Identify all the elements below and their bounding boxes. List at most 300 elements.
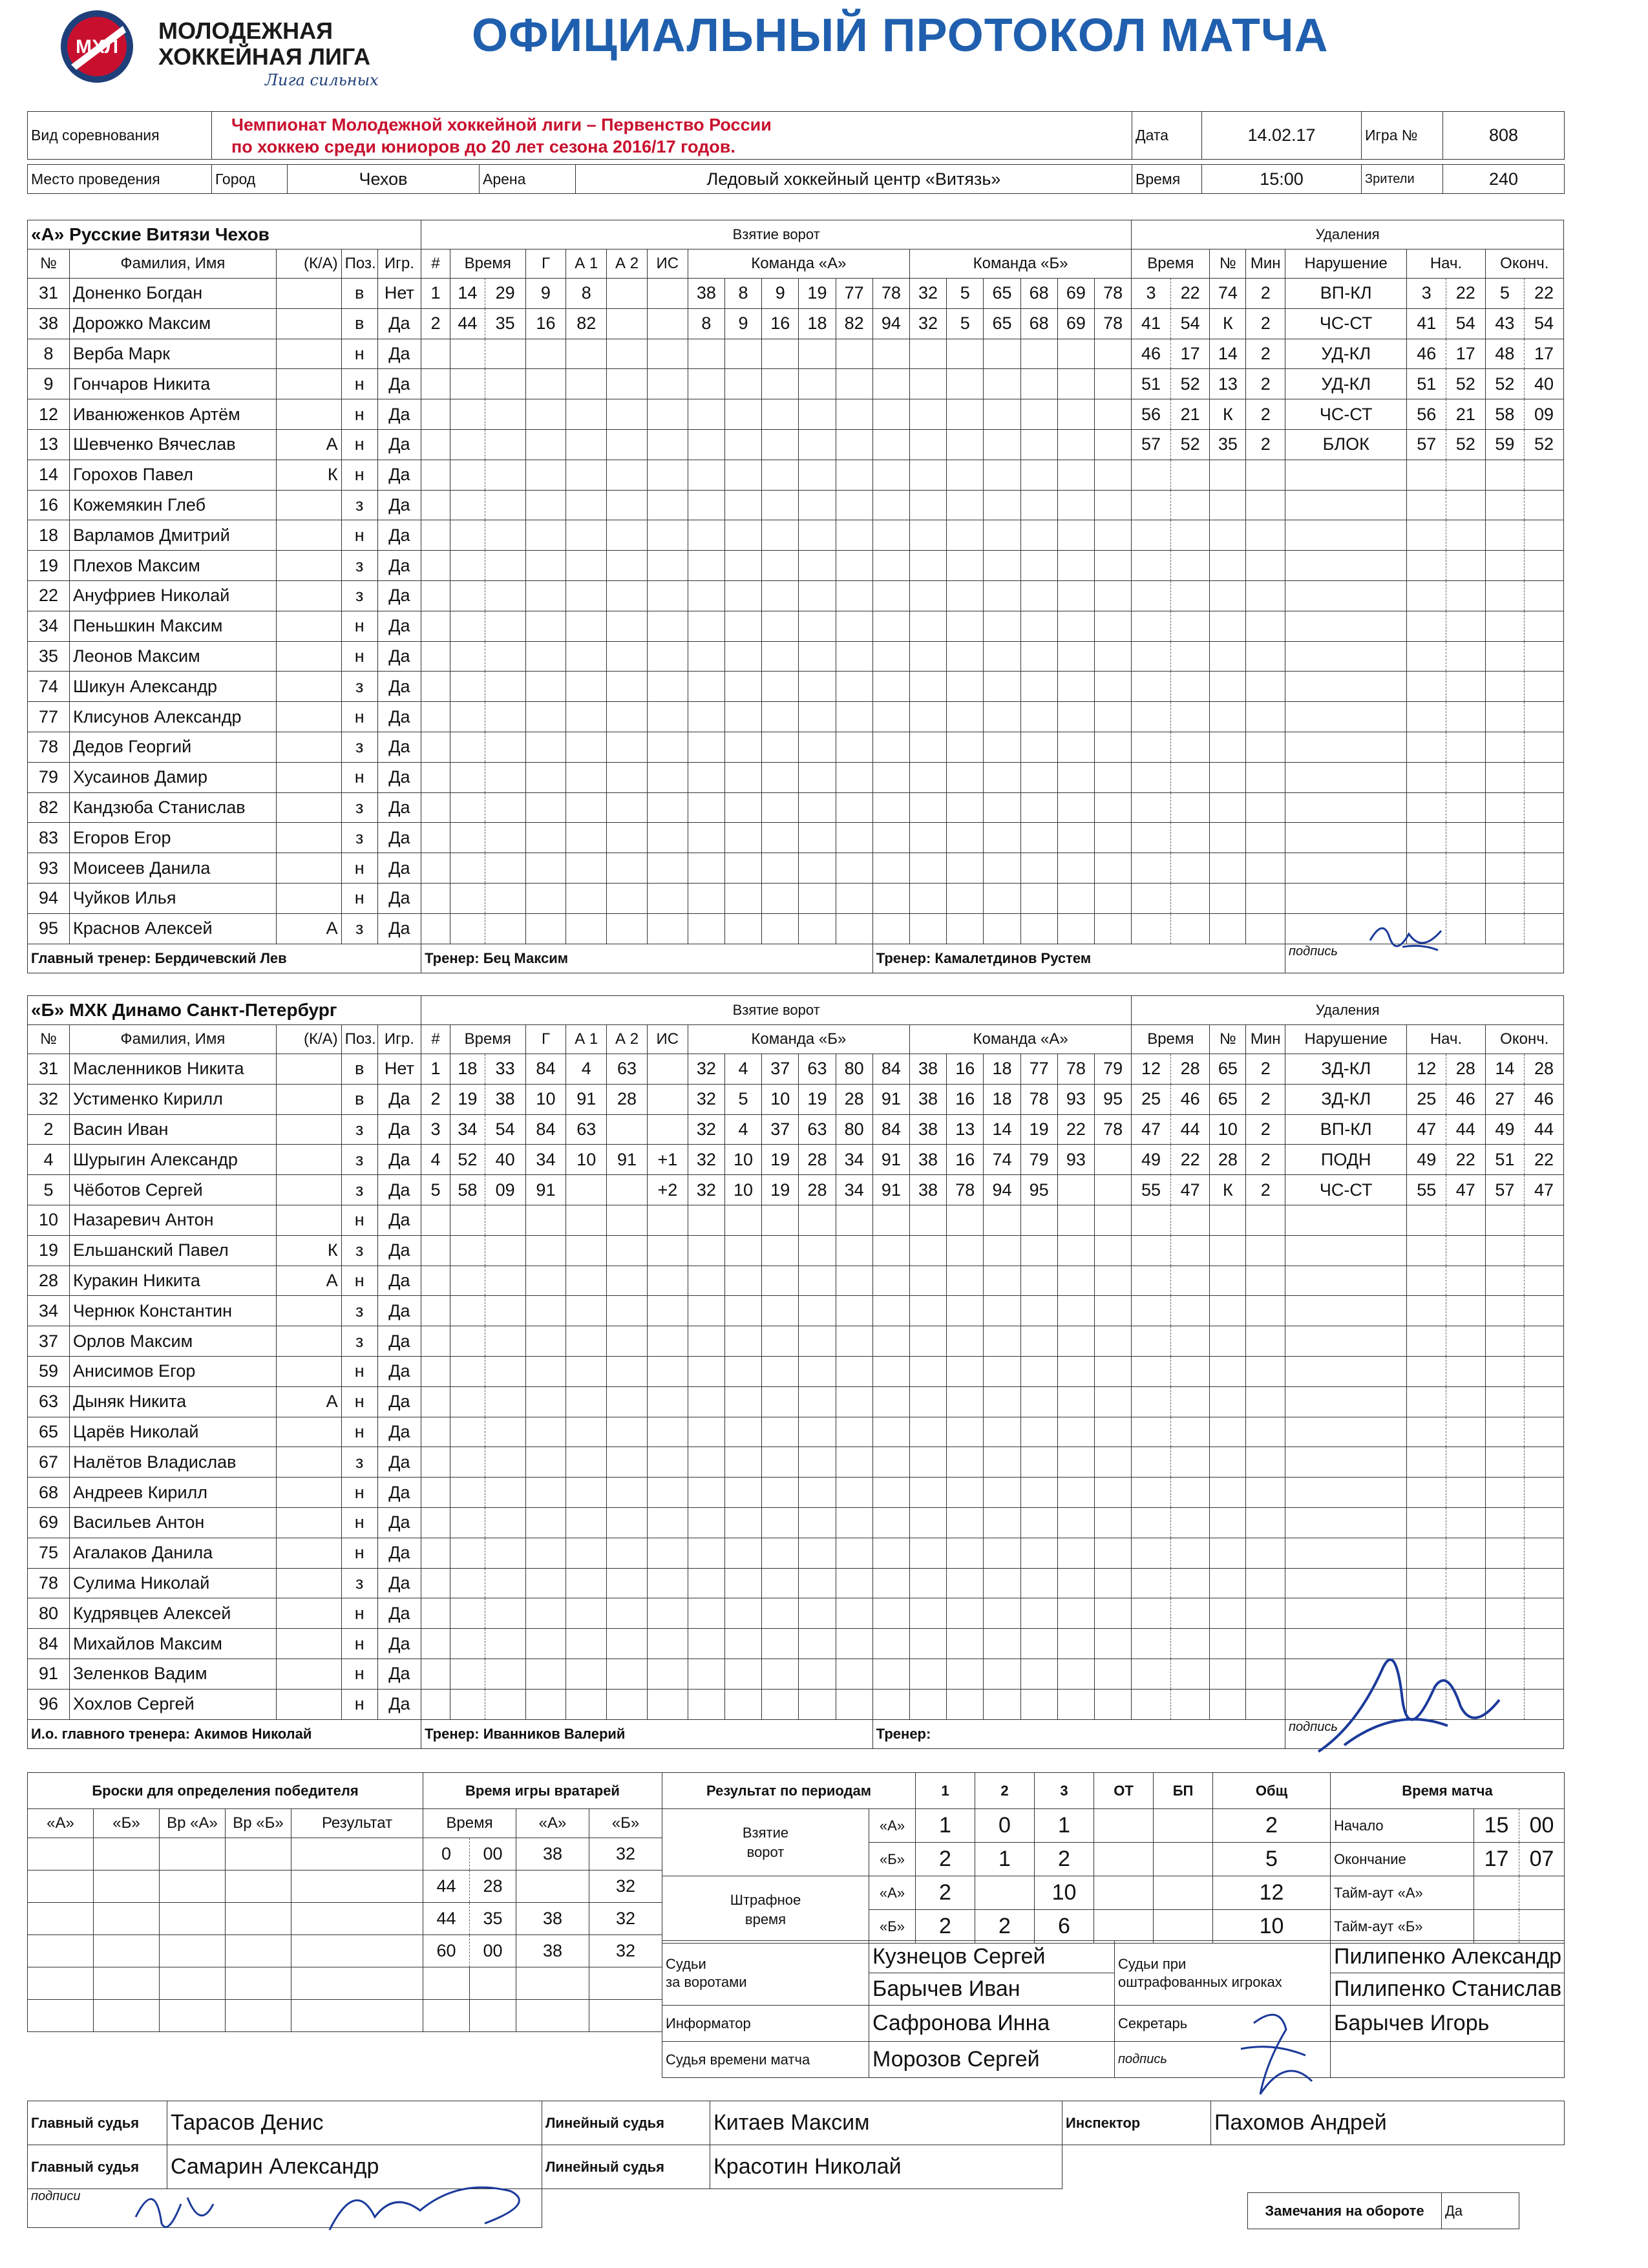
table-row	[28, 641, 1564, 672]
goal-assist-2	[607, 1568, 648, 1598]
goal-number	[421, 1568, 450, 1598]
on-ice-own-player	[836, 429, 872, 460]
on-ice-own-player	[724, 641, 761, 672]
penalty-start-sec: 22	[1446, 1145, 1486, 1175]
goal-strength	[647, 1689, 688, 1719]
penalty-start-sec: 52	[1446, 369, 1486, 399]
on-ice-own-player	[724, 399, 761, 430]
on-ice-opp-player	[1020, 792, 1057, 823]
player-position: н	[341, 1689, 377, 1719]
penalty-start-min	[1407, 853, 1446, 884]
goal-assist-1: 10	[566, 1145, 607, 1175]
on-ice-opp-player	[1057, 339, 1094, 369]
goal-strength	[647, 1326, 688, 1357]
penalty-start-sec: 17	[1446, 339, 1486, 369]
on-ice-own-player	[762, 823, 799, 853]
player-captaincy	[276, 1084, 341, 1114]
on-ice-opp-player	[1094, 551, 1131, 581]
penalty-end-sec: 44	[1525, 1114, 1564, 1145]
table-row	[28, 792, 1564, 823]
on-ice-opp-player: 14	[984, 1114, 1020, 1145]
col-pen-infraction: Нарушение	[1285, 1025, 1407, 1054]
penalty-time-sec	[1170, 1205, 1210, 1235]
on-ice-own-player	[762, 460, 799, 490]
on-ice-opp-player	[947, 1417, 984, 1447]
coach-1: Тренер: Бец Максим	[421, 944, 873, 973]
matchtime-title: Время матча	[1331, 1773, 1565, 1809]
col-pen-end: Оконч.	[1485, 249, 1563, 279]
goal-scorer	[525, 853, 566, 884]
penalty-start-min	[1407, 1598, 1446, 1629]
penalty-end-min	[1485, 1296, 1525, 1326]
on-ice-opp-player	[984, 762, 1020, 792]
goal-assist-1	[566, 1417, 607, 1447]
goal-assist-1	[566, 1266, 607, 1296]
col-pen-start: Нач.	[1407, 1025, 1485, 1054]
player-captaincy: А	[276, 913, 341, 944]
period-value	[1154, 1809, 1213, 1843]
player-captaincy	[276, 732, 341, 762]
col-goal-time: Время	[450, 249, 525, 279]
player-played: Да	[377, 672, 421, 702]
on-ice-own-player	[799, 1266, 836, 1296]
penalty-end-sec	[1525, 732, 1564, 762]
competition-label: Вид соревнования	[28, 112, 212, 160]
on-ice-own-player	[724, 1447, 761, 1478]
coach-2: Тренер:	[872, 1719, 1285, 1748]
penalty-start-sec: 54	[1446, 308, 1486, 339]
officials-sign-label: подпись	[1115, 2042, 1331, 2078]
goal-time-sec	[485, 1478, 525, 1508]
logo	[52, 6, 414, 90]
player-position: н	[341, 1417, 377, 1447]
on-ice-own-player	[762, 611, 799, 641]
penalty-minutes	[1246, 702, 1285, 732]
goal-time-sec	[485, 490, 525, 520]
goalie-row	[423, 1903, 662, 1935]
player-position: з	[341, 1326, 377, 1357]
goal-time-sec	[485, 1689, 525, 1719]
goal-time-sec	[485, 460, 525, 490]
goalie-row	[423, 1871, 662, 1903]
penalty-end-sec	[1525, 1417, 1564, 1447]
goal-scorer	[525, 883, 566, 913]
on-ice-opp-player: 18	[984, 1054, 1020, 1085]
on-ice-opp-player	[1020, 913, 1057, 944]
period-value: 6	[1035, 1910, 1094, 1944]
player-number: 8	[28, 339, 70, 369]
penalty-infraction	[1285, 762, 1407, 792]
end-min: 17	[1474, 1843, 1519, 1876]
goal-number	[421, 1598, 450, 1629]
penalty-player	[1210, 823, 1246, 853]
on-ice-own-player	[762, 1235, 799, 1266]
table-row	[28, 429, 1564, 460]
goal-assist-1	[566, 1598, 607, 1629]
penalty-end-sec	[1525, 641, 1564, 672]
player-played: Да	[377, 490, 421, 520]
goal-assist-2	[607, 913, 648, 944]
on-ice-opp-player	[1020, 1629, 1057, 1659]
on-ice-opp-player	[1094, 1447, 1131, 1478]
on-ice-opp-player	[1094, 611, 1131, 641]
penalty-time-sec	[1170, 1386, 1210, 1417]
goal-assist-2	[607, 369, 648, 399]
on-ice-own-player	[872, 1326, 909, 1357]
on-ice-own-player	[836, 339, 872, 369]
table-row	[28, 672, 1564, 702]
on-ice-opp-player	[1094, 1507, 1131, 1538]
penalty-start-sec	[1446, 460, 1486, 490]
goal-assist-2	[607, 732, 648, 762]
player-captaincy: А	[276, 1266, 341, 1296]
on-ice-opp-player	[947, 1356, 984, 1386]
on-ice-opp-player	[984, 1205, 1020, 1235]
player-captaincy: А	[276, 429, 341, 460]
penalty-start-sec	[1446, 672, 1486, 702]
timeout-b-label: Тайм-аут «Б»	[1331, 1910, 1474, 1944]
goal-assist-2	[607, 853, 648, 884]
penalty-time-min: 55	[1132, 1175, 1171, 1205]
penalty-infraction	[1285, 1538, 1407, 1568]
on-ice-opp-player	[1094, 369, 1131, 399]
penalty-infraction: ЧС-СТ	[1285, 308, 1407, 339]
penalty-end-sec	[1525, 460, 1564, 490]
penalty-time-min	[1132, 1659, 1171, 1689]
goal-assist-2	[607, 551, 648, 581]
goal-number	[421, 853, 450, 884]
table-row	[28, 1447, 1564, 1478]
period-bp-header: БП	[1154, 1773, 1213, 1809]
goal-scorer	[525, 429, 566, 460]
goal-number	[421, 490, 450, 520]
penalty-infraction	[1285, 490, 1407, 520]
penalty-start-sec	[1446, 732, 1486, 762]
on-ice-opp-player	[947, 1478, 984, 1508]
penalty-minutes	[1246, 1447, 1285, 1478]
on-ice-opp-player	[947, 792, 984, 823]
player-name: Доненко Богдан	[70, 279, 277, 309]
player-number: 22	[28, 580, 70, 611]
on-ice-own-player	[688, 1296, 724, 1326]
goalie-row	[423, 1935, 662, 1967]
penalty-infraction: ВП-КЛ	[1285, 279, 1407, 309]
player-position: н	[341, 369, 377, 399]
goal-number: 4	[421, 1145, 450, 1175]
on-ice-opp-player: 69	[1057, 279, 1094, 309]
goalie-b-header: «Б»	[589, 1809, 662, 1838]
on-ice-own-player	[836, 1205, 872, 1235]
on-ice-opp-player	[1094, 1629, 1131, 1659]
penalty-time-sec	[1170, 883, 1210, 913]
on-ice-own-player	[836, 580, 872, 611]
goal-number	[421, 339, 450, 369]
goal-time-sec	[485, 732, 525, 762]
table-row	[28, 1326, 1564, 1357]
col-a2: А 2	[607, 1025, 648, 1054]
referee-signatures-icon	[123, 2165, 562, 2249]
pim-label	[662, 1876, 869, 1944]
player-position: з	[341, 580, 377, 611]
on-ice-opp-player	[984, 1507, 1020, 1538]
goal-number	[421, 1205, 450, 1235]
on-ice-opp-player	[1094, 339, 1131, 369]
penalty-start-min: 57	[1407, 429, 1446, 460]
player-played: Да	[377, 369, 421, 399]
on-ice-opp-player	[1094, 702, 1131, 732]
on-ice-opp-player: 5	[947, 279, 984, 309]
on-ice-opp-player	[1020, 853, 1057, 884]
on-ice-own-player	[872, 672, 909, 702]
penalty-minutes: 2	[1246, 1084, 1285, 1114]
on-ice-opp-player: 78	[1057, 1054, 1094, 1085]
goal-assist-1	[566, 1326, 607, 1357]
penalty-minutes: 2	[1246, 429, 1285, 460]
on-ice-own-player	[688, 490, 724, 520]
goal-time-sec: 33	[485, 1054, 525, 1085]
penalty-infraction	[1285, 580, 1407, 611]
on-ice-own-player	[762, 399, 799, 430]
mhl-logo-icon	[52, 6, 149, 90]
col-pen-min: Мин	[1246, 1025, 1285, 1054]
on-ice-own-player	[799, 1296, 836, 1326]
on-ice-own-player	[762, 520, 799, 551]
on-ice-own-player: 28	[836, 1084, 872, 1114]
col-on-ice-opp: Команда «Б»	[909, 249, 1131, 279]
coach-a-signature-icon	[1364, 915, 1448, 960]
on-ice-own-player: 91	[872, 1175, 909, 1205]
goal-time-min	[450, 641, 485, 672]
penalty-time-sec: 28	[1170, 1054, 1210, 1085]
goal-assist-1	[566, 672, 607, 702]
penalty-start-sec	[1446, 580, 1486, 611]
goal-number: 1	[421, 1054, 450, 1085]
remarks-label: Замечания на обороте	[1248, 2193, 1442, 2229]
on-ice-opp-player	[1057, 429, 1094, 460]
on-ice-opp-player	[984, 490, 1020, 520]
goal-assist-1	[566, 460, 607, 490]
on-ice-own-player: 63	[799, 1054, 836, 1085]
on-ice-own-player	[836, 490, 872, 520]
penalty-player	[1210, 490, 1246, 520]
penalty-infraction: ПОДН	[1285, 1145, 1407, 1175]
goal-judges-label2: за воротами	[666, 1973, 747, 1990]
goal-judges-label1: Судьи	[666, 1955, 706, 1972]
penalty-time-min: 46	[1132, 339, 1171, 369]
on-ice-opp-player	[909, 429, 946, 460]
player-captaincy: А	[276, 1386, 341, 1417]
team-title: «Б» МХК Динамо Санкт-Петербург	[28, 996, 421, 1025]
goal-time-min	[450, 520, 485, 551]
penalty-end-min: 51	[1485, 1145, 1525, 1175]
player-number: 9	[28, 369, 70, 399]
penalty-time-min	[1132, 1417, 1171, 1447]
penalty-start-min	[1407, 792, 1446, 823]
on-ice-opp-player	[1020, 490, 1057, 520]
penalty-end-sec	[1525, 1598, 1564, 1629]
player-number: 78	[28, 732, 70, 762]
on-ice-opp-player	[1057, 399, 1094, 430]
goal-assist-1	[566, 1629, 607, 1659]
on-ice-opp-player	[1057, 853, 1094, 884]
table-row	[28, 1175, 1564, 1205]
player-name: Куракин Никита	[70, 1266, 277, 1296]
on-ice-own-player	[762, 1478, 799, 1508]
penalty-minutes	[1246, 611, 1285, 641]
goal-assist-1	[566, 702, 607, 732]
penalty-player	[1210, 1205, 1246, 1235]
penalty-time-sec	[1170, 460, 1210, 490]
penalty-start-sec: 44	[1446, 1114, 1486, 1145]
on-ice-own-player	[724, 762, 761, 792]
goal-assist-2	[607, 520, 648, 551]
match-header	[27, 111, 1565, 160]
end-label: Окончание	[1331, 1843, 1474, 1876]
on-ice-opp-player	[947, 1568, 984, 1598]
penalty-start-sec	[1446, 1356, 1486, 1386]
on-ice-own-player	[688, 732, 724, 762]
penalty-minutes	[1246, 1386, 1285, 1417]
player-name: Масленников Никита	[70, 1054, 277, 1085]
on-ice-opp-player	[947, 1386, 984, 1417]
player-number: 34	[28, 611, 70, 641]
on-ice-own-player	[799, 1447, 836, 1478]
goal-scorer	[525, 1689, 566, 1719]
table-row	[28, 1568, 1564, 1598]
penalty-end-min	[1485, 672, 1525, 702]
on-ice-opp-player	[909, 1447, 946, 1478]
on-ice-opp-player	[984, 1629, 1020, 1659]
penalty-end-sec	[1525, 853, 1564, 884]
goal-assist-2	[607, 792, 648, 823]
penalty-minutes: 2	[1246, 1145, 1285, 1175]
goal-assist-2	[607, 1175, 648, 1205]
on-ice-opp-player	[947, 369, 984, 399]
penalty-player	[1210, 1507, 1246, 1538]
goal-number: 5	[421, 1175, 450, 1205]
goal-assist-2	[607, 1205, 648, 1235]
goal-time-min: 34	[450, 1114, 485, 1145]
penalty-time-sec	[1170, 853, 1210, 884]
on-ice-own-player	[799, 429, 836, 460]
on-ice-opp-player	[947, 1447, 984, 1478]
on-ice-own-player	[724, 1356, 761, 1386]
timekeeper-name: Морозов Сергей	[869, 2042, 1115, 2078]
on-ice-own-player	[762, 1598, 799, 1629]
goal-number	[421, 1417, 450, 1447]
player-captaincy	[276, 762, 341, 792]
goalie-b: 32	[589, 1838, 662, 1871]
goal-time-min	[450, 580, 485, 611]
on-ice-opp-player	[1057, 1507, 1094, 1538]
table-row	[28, 279, 1564, 309]
on-ice-own-player	[762, 429, 799, 460]
penalty-end-sec	[1525, 1447, 1564, 1478]
on-ice-own-player	[724, 702, 761, 732]
penalty-minutes	[1246, 490, 1285, 520]
on-ice-opp-player	[1057, 1478, 1094, 1508]
goal-number	[421, 913, 450, 944]
penalty-minutes	[1246, 1568, 1285, 1598]
penalty-end-sec	[1525, 1507, 1564, 1538]
penalty-start-min	[1407, 520, 1446, 551]
goal-time-sec	[485, 672, 525, 702]
goal-scorer	[525, 1235, 566, 1266]
penalty-start-sec: 21	[1446, 399, 1486, 430]
penalty-player	[1210, 1659, 1246, 1689]
penalty-time-sec: 22	[1170, 1145, 1210, 1175]
player-played: Да	[377, 1538, 421, 1568]
table-row	[28, 702, 1564, 732]
goal-assist-1	[566, 823, 607, 853]
on-ice-opp-player: 13	[947, 1114, 984, 1145]
player-name: Леонов Максим	[70, 641, 277, 672]
player-played: Да	[377, 792, 421, 823]
penalty-start-min	[1407, 1478, 1446, 1508]
penalty-player	[1210, 1266, 1246, 1296]
period-side-label: «Б»	[869, 1843, 916, 1876]
penalty-end-min	[1485, 1598, 1525, 1629]
penalty-time-min	[1132, 1266, 1171, 1296]
goal-assist-1: 91	[566, 1084, 607, 1114]
penalty-end-min: 5	[1485, 279, 1525, 309]
player-played: Да	[377, 520, 421, 551]
on-ice-opp-player	[947, 1598, 984, 1629]
goal-assist-2	[607, 702, 648, 732]
table-row	[28, 1598, 1564, 1629]
penalty-minutes: 2	[1246, 308, 1285, 339]
period-value: 2	[1213, 1809, 1331, 1843]
penalty-start-min: 49	[1407, 1145, 1446, 1175]
goal-number	[421, 1507, 450, 1538]
on-ice-own-player	[724, 1538, 761, 1568]
on-ice-opp-player	[1057, 551, 1094, 581]
on-ice-own-player	[872, 611, 909, 641]
penalty-infraction	[1285, 1598, 1407, 1629]
penalty-time-min	[1132, 460, 1171, 490]
penalty-player	[1210, 1447, 1246, 1478]
penalty-infraction	[1285, 460, 1407, 490]
goal-number	[421, 702, 450, 732]
goalie-b: 32	[589, 1871, 662, 1903]
penalty-time-min: 51	[1132, 369, 1171, 399]
on-ice-opp-player: 5	[947, 308, 984, 339]
penalty-infraction: БЛОК	[1285, 429, 1407, 460]
penalty-minutes: 2	[1246, 369, 1285, 399]
goalie-time-header: Время	[423, 1809, 516, 1838]
goal-time-sec: 35	[485, 308, 525, 339]
on-ice-own-player	[872, 1629, 909, 1659]
goal-time-sec	[485, 853, 525, 884]
player-number: 93	[28, 853, 70, 884]
penalty-infraction: ВП-КЛ	[1285, 1114, 1407, 1145]
penalty-player	[1210, 1386, 1246, 1417]
start-label: Начало	[1331, 1809, 1474, 1843]
on-ice-own-player: 80	[836, 1054, 872, 1085]
on-ice-own-player	[872, 490, 909, 520]
on-ice-opp-player	[909, 1629, 946, 1659]
player-captaincy	[276, 520, 341, 551]
penalty-time-min	[1132, 1598, 1171, 1629]
period-ot-header: ОТ	[1094, 1773, 1154, 1809]
shootout-vrb: Вр «Б»	[226, 1809, 291, 1838]
penalty-time-min	[1132, 641, 1171, 672]
table-row	[28, 1084, 1564, 1114]
goal-number	[421, 732, 450, 762]
penalty-start-min	[1407, 1507, 1446, 1538]
on-ice-opp-player	[947, 520, 984, 551]
player-position: з	[341, 1296, 377, 1326]
